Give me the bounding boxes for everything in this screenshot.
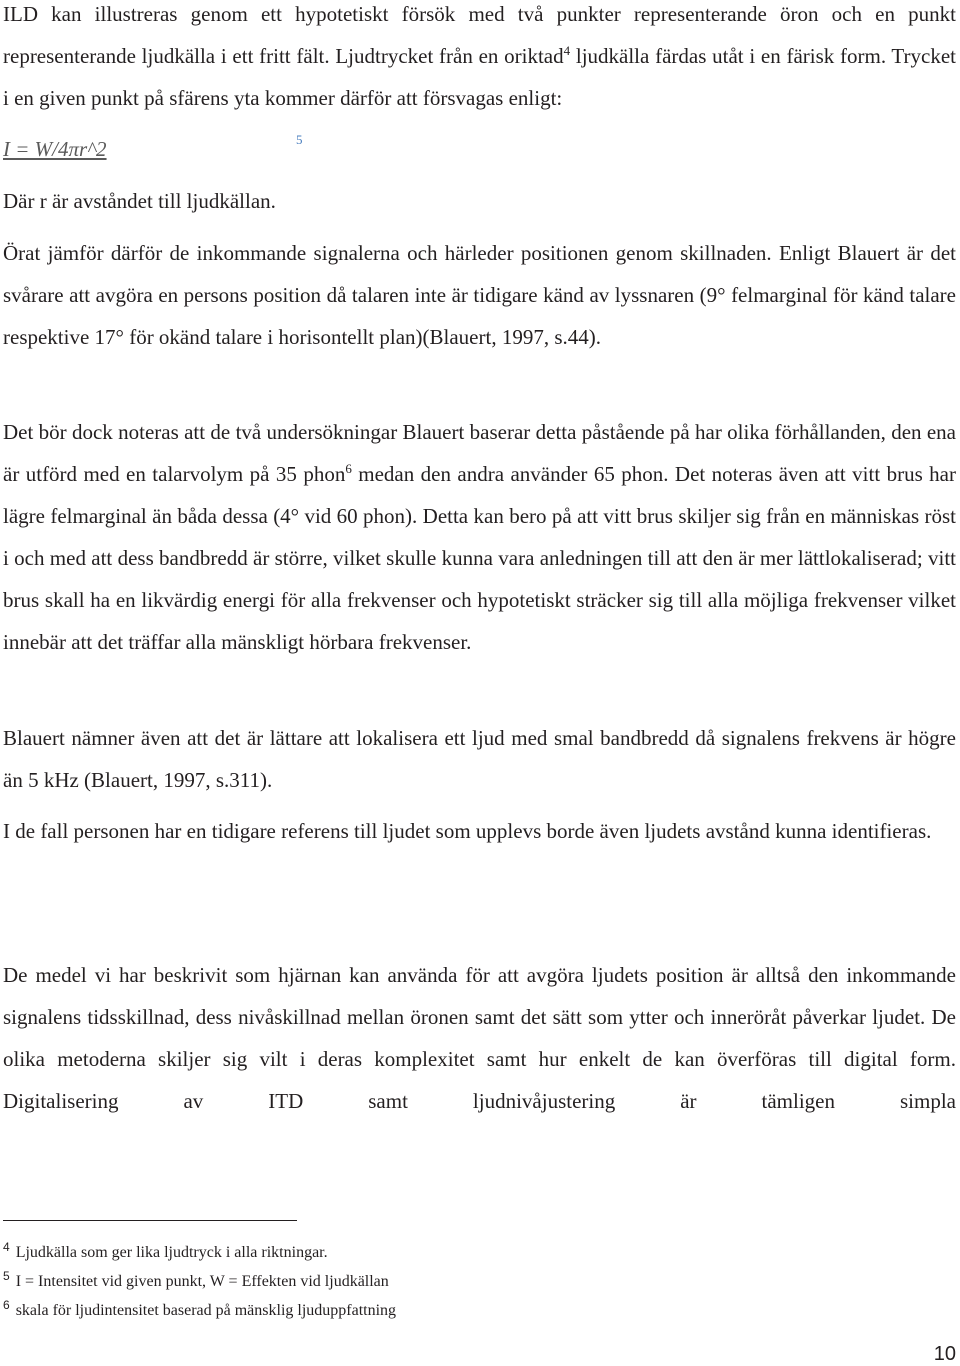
- footnote-ref-4[interactable]: 4: [563, 43, 571, 58]
- paragraph-bandwidth: Blauert nämner även att det är lättare att lokalisera ett ljud med smal bandbredd då signalens frekvens är högre än 5 kHz (Blauert, 1997, s.311).: [3, 726, 956, 792]
- paragraph-study: [3, 411, 956, 663]
- paragraph-ears: Örat jämför därför de inkommande signalerna och härleder positionen genom skillnaden. Enligt Blauert är det svårare att avgöra en persons position då talaren inte är tidigare känd av lyssnaren (9° felmarginal för känd talare respektive 17° för okänd talare i horisontellt plan)(Blauert, 1997, s.44).: [3, 241, 956, 349]
- footnote-text: skala för ljudintensitet baserad på mänsklig ljuduppfattning: [15, 1302, 397, 1319]
- paragraph-intro: [3, 0, 956, 119]
- paragraph-study-text-a: Det bör dock noteras att de två undersökningar Blauert baserar detta påstående på har olika förhållanden, den ena är utförd med en talarvolym på 35 phon: [3, 420, 956, 486]
- formula-row: [3, 134, 403, 168]
- footnote-mark: 6: [3, 1298, 10, 1312]
- paragraph-intro-text-b: ljudkälla färdas utåt i en färisk form. Trycket i en given punkt på sfärens yta kommer därför att försvagas enligt:: [3, 44, 956, 110]
- footnote-4: [3, 1236, 328, 1264]
- footnote-5: [3, 1265, 389, 1293]
- paragraph-intro-text-a: ILD kan illustreras genom ett hypotetiskt försök med två punkter representerande öron och en punkt representerande ljudkälla i ett fritt fält. Ljudtrycket från en oriktad: [3, 2, 956, 68]
- footnote-text: I = Intensitet vid given punkt, W = Effekten vid ljudkällan: [15, 1273, 389, 1290]
- footnote-divider: [3, 1220, 297, 1221]
- paragraph-distance-note: Där r är avståndet till ljudkällan.: [3, 189, 276, 213]
- paragraph-reference: I de fall personen har en tidigare referens till ljudet som upplevs borde även ljudets avstånd kunna identifieras.: [3, 819, 932, 843]
- footnote-6: [3, 1294, 396, 1322]
- footnote-ref-5[interactable]: 5: [296, 132, 303, 147]
- page-number: 10: [933, 1343, 956, 1365]
- footnote-ref-6[interactable]: 6: [345, 461, 352, 476]
- footnote-mark: 4: [3, 1240, 10, 1254]
- footnote-mark: 5: [3, 1269, 10, 1283]
- footnote-text: Ljudkälla som ger lika ljudtryck i alla riktningar.: [15, 1244, 328, 1261]
- paragraph-study-text-b: medan den andra använder 65 phon. Det noteras även att vitt brus har lägre felmarginal än båda dessa (4° vid 60 phon). Detta kan bero på att vitt brus skiljer sig från en människas röst i och med att dess bandbredd är större, vilket skulle kunna vara anledningen till att den är mer lättlokaliserad; vitt brus skall ha en likvärdig energi för alla frekvenser och hypotetiskt sträcker sig till alla möjliga frekvenser vilket innebär att det träffar alla mänskligt hörbara frekvenser.: [3, 462, 957, 654]
- intensity-formula: I = W/4πr^2: [3, 137, 107, 161]
- paragraph-summary: De medel vi har beskrivit som hjärnan kan använda för att avgöra ljudets position är alltså den inkommande signalens tidsskillnad, dess nivåskillnad mellan öronen samt det sätt som ytter och inneröråt påverkar ljudet. De olika metoderna skiljer sig vilt i deras komplexitet samt hur enkelt de kan överföras till digital form. Digitalisering av ITD samt ljudnivåjustering är tämligen simpla: [3, 963, 956, 1113]
